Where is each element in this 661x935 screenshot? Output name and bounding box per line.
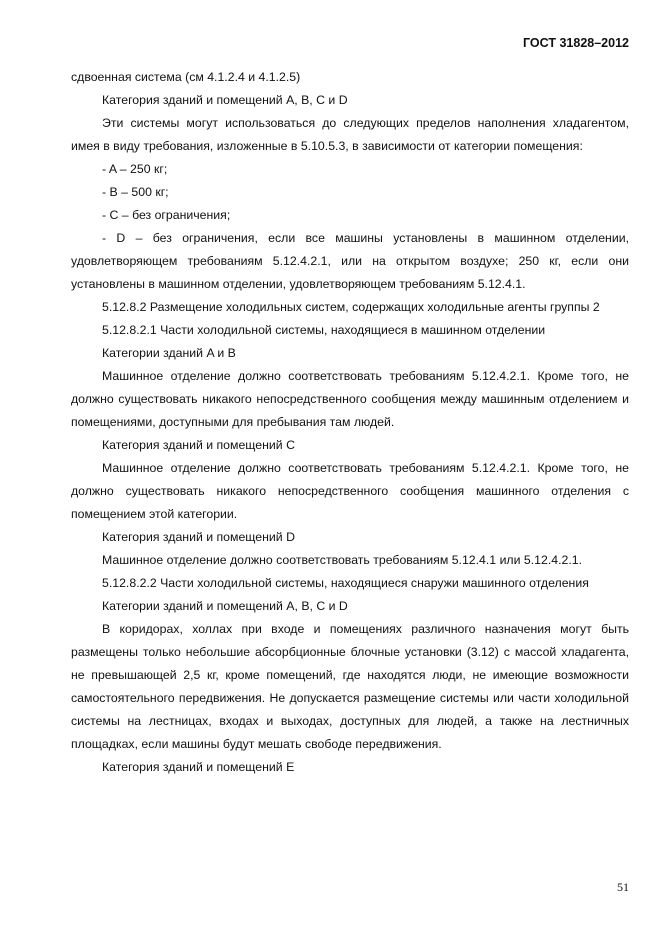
document-body xyxy=(71,66,629,779)
list-item: - A – 250 кг; xyxy=(102,162,168,176)
page-number: 51 xyxy=(617,880,629,894)
paragraph: В коридорах, холлах при входе и помещениях различного назначения могут быть размещены только небольшие абсорбционные блочные установки (3.12) с массой хладагента, не превышающей 2,5 кг, кроме помещений, где находятся люди, не имеющие возможности самостоятельного передвижения. Не допускается размещение системы или части холодильной системы на лестницах, входах и выходах, доступных для людей, а также на лестничных площадках, если машины будут мешать свободе передвижения. xyxy=(71,622,629,751)
list-item: - B – 500 кг; xyxy=(102,185,169,199)
category-heading: Категории зданий A и B xyxy=(102,346,236,360)
subsection-heading: 5.12.8.2.1 Части холодильной системы, находящиеся в машинном отделении xyxy=(102,323,546,337)
list-item: - C – без ограничения; xyxy=(102,208,231,222)
paragraph: Машинное отделение должно соответствовать требованиям 5.12.4.2.1. Кроме того, не должно существовать никакого непосредственного сообщения машинного отделения с помещением этой категории. xyxy=(71,461,629,521)
section-heading: 5.12.8.2 Размещение холодильных систем, содержащих холодильные агенты группы 2 xyxy=(102,300,600,314)
category-heading: Категория зданий и помещений E xyxy=(102,760,295,774)
category-heading: Категория зданий и помещений D xyxy=(102,530,295,544)
list-item: - D – без ограничения, если все машины установлены в машинном отделении, удовлетворяющем требованиям 5.12.4.2.1, или на открытом воздухе; 250 кг, если они установлены в машинном отделении, удовлетворяющем требованиям 5.12.4.1. xyxy=(71,231,629,291)
subsection-heading: 5.12.8.2.2 Части холодильной системы, находящиеся снаружи машинного отделения xyxy=(102,576,589,590)
paragraph-continuation: сдвоенная система (см 4.1.2.4 и 4.1.2.5) xyxy=(71,70,301,84)
category-heading: Категория зданий и помещений A, B, C и D xyxy=(102,93,348,107)
document-code-header: ГОСТ 31828–2012 xyxy=(523,36,629,50)
category-heading: Категории зданий и помещений A, B, C и D xyxy=(102,599,348,613)
paragraph: Эти системы могут использоваться до следующих пределов наполнения хладагентом, имея в виду требования, изложенные в 5.10.5.3, в зависимости от категории помещения: xyxy=(71,116,629,153)
paragraph: Машинное отделение должно соответствовать требованиям 5.12.4.1 или 5.12.4.2.1. xyxy=(102,553,583,567)
paragraph: Машинное отделение должно соответствовать требованиям 5.12.4.2.1. Кроме того, не должно существовать никакого непосредственного сообщения между машинным отделением и помещениями, доступными для пребывания там людей. xyxy=(71,369,629,429)
category-heading: Категория зданий и помещений C xyxy=(102,438,295,452)
